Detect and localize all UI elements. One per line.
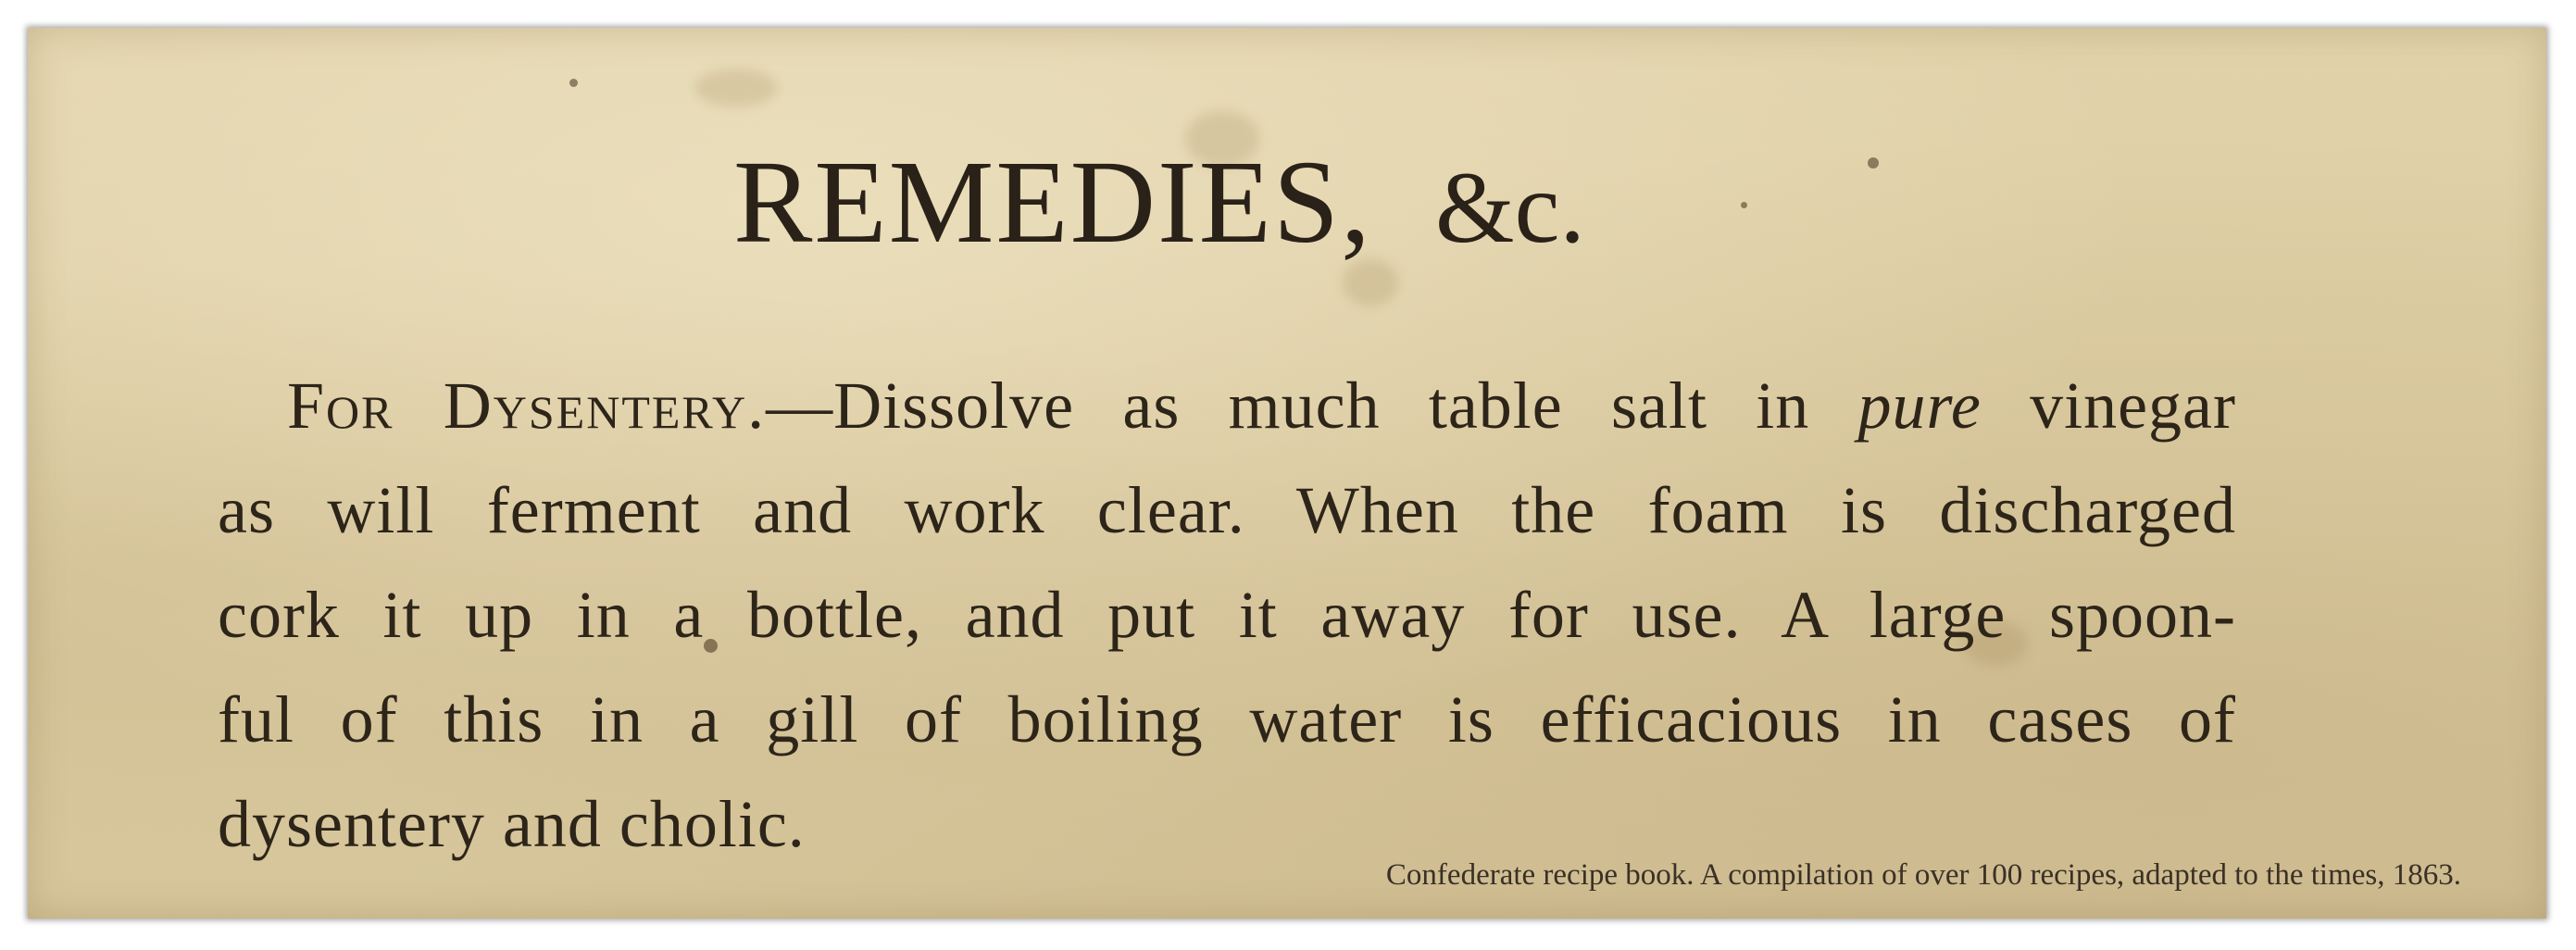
heading-dash: — <box>766 369 834 443</box>
title-sub: &c. <box>1435 151 1585 264</box>
title-main: REMEDIES, <box>733 136 1373 268</box>
paragraph-line-2: as will ferment and work clear. When the foam is discharged <box>218 473 2236 547</box>
emphasized-word: pure <box>1857 369 1982 443</box>
source-caption: Confederate recipe book. A compilation of over 100 recipes, adapted to the times, 1863. <box>1385 858 2461 892</box>
line1-text: Dissolve as much table salt in <box>833 369 1858 443</box>
line1-text-end: vinegar <box>1981 369 2236 443</box>
paper-stain <box>694 69 778 106</box>
remedy-heading: For Dysentery. <box>287 369 767 443</box>
paragraph-line-1 <box>218 354 2236 458</box>
remedy-paragraph <box>218 354 2236 877</box>
scanned-page <box>28 28 2546 919</box>
paper-spot <box>569 79 578 87</box>
paragraph-line-3: cork it up in a bottle, and put it away for use. A large spoon- <box>218 578 2236 652</box>
page-title <box>0 134 2419 270</box>
paragraph-line-4: ful of this in a gill of boiling water is efficacious in cases of <box>218 682 2236 756</box>
paragraph-line-5: dysentery and cholic. <box>218 787 806 861</box>
